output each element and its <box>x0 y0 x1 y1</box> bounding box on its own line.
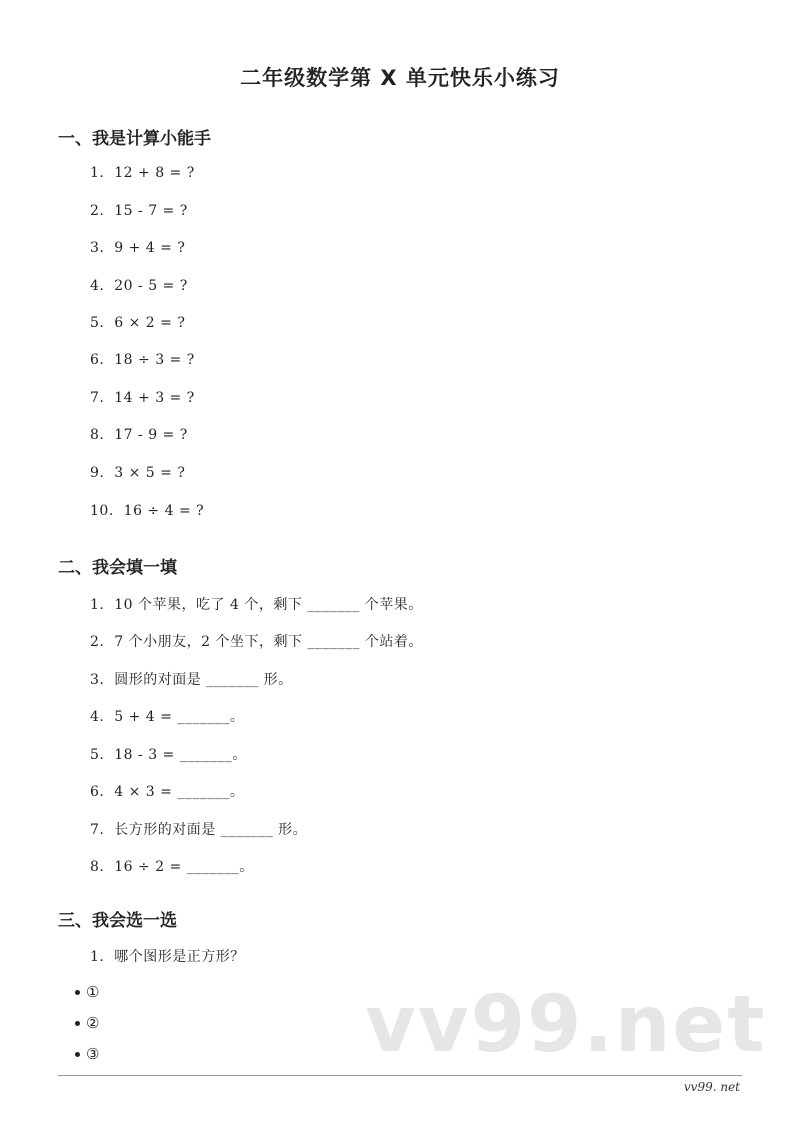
calc-question: 5. 6 × 2 = ? <box>90 315 186 331</box>
choice-option <box>75 1045 99 1063</box>
watermark: vv99.net <box>365 980 767 1070</box>
calc-question: 1. 12 + 8 = ? <box>90 165 195 181</box>
fill-in-question: 4. 5 + 4 = _______。 <box>90 709 245 725</box>
choice-option-label: ③ <box>86 1045 100 1063</box>
choice-option-label: ① <box>86 983 100 1001</box>
fill-in-question: 1. 10 个苹果，吃了 4 个，剩下 _______ 个苹果。 <box>90 597 423 613</box>
choice-question: 1. 哪个图形是正方形？ <box>90 949 245 965</box>
choice-option <box>75 1014 99 1032</box>
bullet-icon <box>75 1052 80 1057</box>
calc-question: 8. 17 - 9 = ? <box>90 427 188 443</box>
section-heading-calculation: 一、我是计算小能手 <box>58 129 211 149</box>
fill-in-question: 6. 4 × 3 = _______。 <box>90 784 245 800</box>
fill-in-question: 8. 16 ÷ 2 = _______。 <box>90 859 254 875</box>
calc-question: 6. 18 ÷ 3 = ? <box>90 352 195 368</box>
bullet-icon <box>75 990 80 995</box>
choice-option <box>75 983 99 1001</box>
bullet-icon <box>75 1021 80 1026</box>
fill-in-question: 3. 圆形的对面是 _______ 形。 <box>90 672 293 688</box>
calc-question: 2. 15 - 7 = ? <box>90 203 188 219</box>
section-heading-fill-in: 二、我会填一填 <box>58 558 177 578</box>
fill-in-question: 2. 7 个小朋友，2 个坐下，剩下 _______ 个站着。 <box>90 634 423 650</box>
calc-question: 4. 20 - 5 = ? <box>90 278 188 294</box>
fill-in-question: 7. 长方形的对面是 _______ 形。 <box>90 822 308 838</box>
footer-divider <box>58 1075 742 1076</box>
choice-option-label: ② <box>86 1014 100 1032</box>
calc-question: 9. 3 × 5 = ? <box>90 465 186 481</box>
footer-site-label: vv99. net <box>683 1080 740 1094</box>
fill-in-question: 5. 18 - 3 = _______。 <box>90 747 247 763</box>
calc-question: 7. 14 + 3 = ? <box>90 390 195 406</box>
calc-question: 10. 16 ÷ 4 = ? <box>90 503 205 519</box>
page-title: 二年级数学第 X 单元快乐小练习 <box>240 66 560 90</box>
section-heading-multiple-choice: 三、我会选一选 <box>58 911 177 931</box>
calc-question: 3. 9 + 4 = ? <box>90 240 186 256</box>
